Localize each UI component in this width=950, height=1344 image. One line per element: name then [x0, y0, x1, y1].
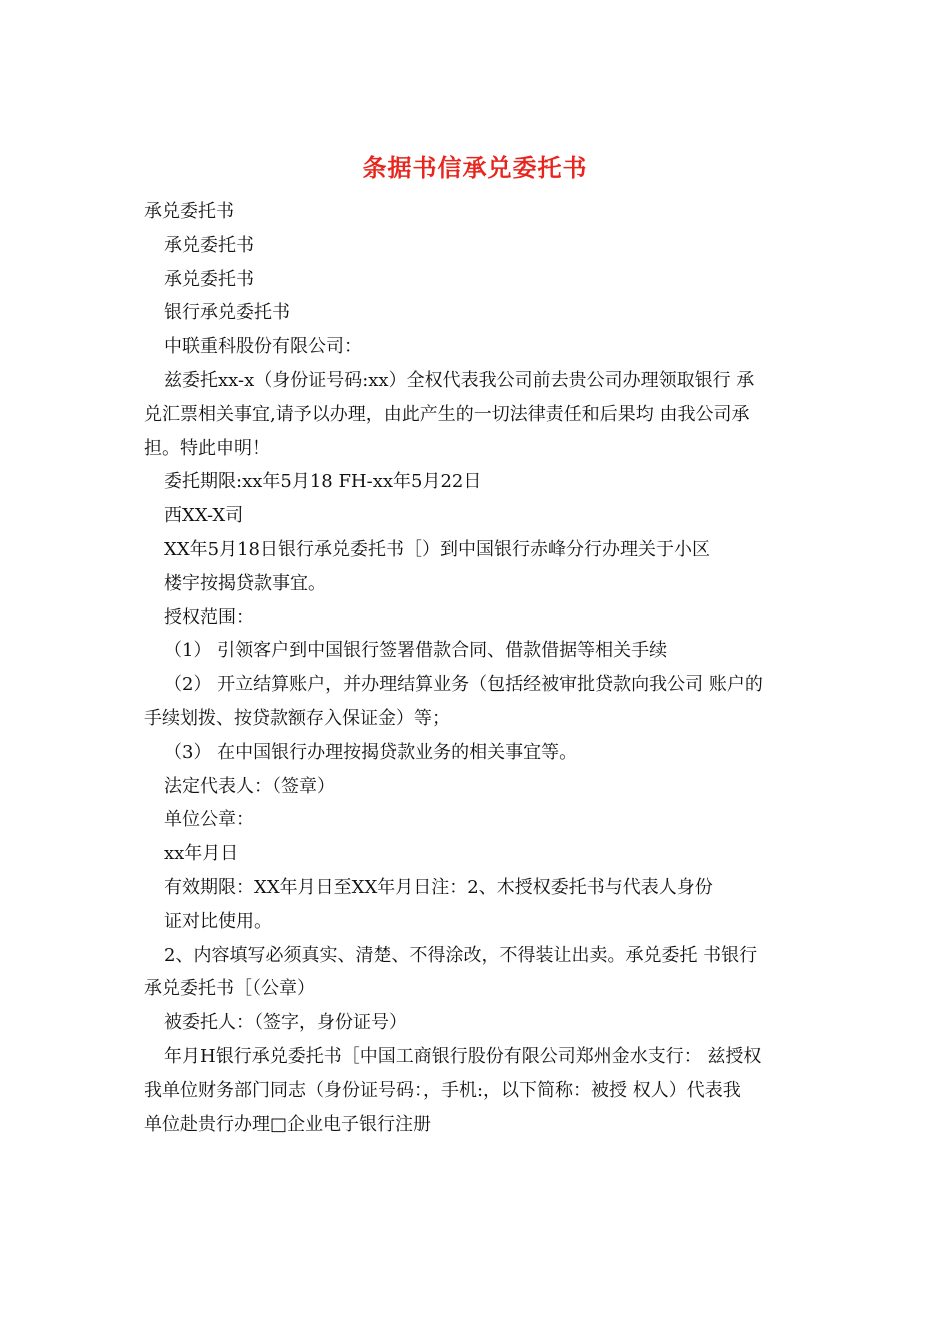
- text-line: 2、内容填写必须真实、清楚、不得涂改，不得装让出卖。承兑委托 书银行: [164, 944, 758, 966]
- text-line: 委托期限:xx年5月18 FH-xx年5月22日: [164, 471, 482, 493]
- text-line: 楼宇按揭贷款事宜。: [164, 572, 326, 594]
- text-line: 我单位财务部门同志（身份证号码：，手机:，以下简称：被授 权人）代表我: [144, 1079, 741, 1101]
- text-line: （2） 开立结算账户，并办理结算业务（包括经被审批贷款向我公司 账户的: [164, 674, 763, 696]
- text-line: 担。特此申明！: [144, 437, 270, 459]
- text-line: 法定代表人：（签章）: [164, 775, 335, 797]
- text-line: 银行承兑委托书: [164, 302, 290, 324]
- text-line: 兹委托xx-x（身份证号码:xx）全权代表我公司前去贵公司办理领取银行 承: [164, 369, 755, 391]
- text-line: 被委托人：（签字，身份证号）: [164, 1012, 407, 1034]
- text-line: （1） 引领客户到中国银行签署借款合同、借款借据等相关手续: [164, 640, 668, 662]
- text-line: 中联重科股份有限公司：: [164, 336, 362, 358]
- text-line: XX年5月18日银行承兑委托书［）到中国银行赤峰分行办理关于小区: [164, 538, 710, 560]
- text-line: 承兑委托书: [144, 201, 234, 222]
- text-line: 单位公章：: [164, 809, 254, 831]
- text-line: 手续划拨、按贷款额存入保证金）等；: [144, 707, 450, 729]
- text-line: 西XX-X司: [164, 505, 244, 527]
- text-line: 证对比使用。: [164, 910, 272, 932]
- text-line: （3） 在中国银行办理按揭贷款业务的相关事宜等。: [164, 741, 578, 763]
- text-line: 兑汇票相关事宜,请予以办理，由此产生的一切法律责任和后果均 由我公司承: [144, 403, 750, 425]
- document-title: 条据书信承兑委托书: [362, 153, 588, 182]
- document-body: [144, 195, 814, 1141]
- text-line: 承兑委托书: [164, 234, 254, 256]
- text-line: 有效期限：XX年月日至XX年月日注：2、木授权委托书与代表人身份: [164, 876, 713, 898]
- text-line: xx年月日: [164, 843, 239, 865]
- text-line: 单位赴贵行办理□企业电子银行注册: [144, 1113, 432, 1135]
- text-line: 承兑委托书［（公章）: [144, 978, 315, 1000]
- text-line: 承兑委托书: [164, 268, 254, 290]
- text-line: 授权范围：: [164, 606, 254, 628]
- text-line: 年月H银行承兑委托书［中国工商银行股份有限公司郑州金水支行： 兹授权: [164, 1045, 762, 1067]
